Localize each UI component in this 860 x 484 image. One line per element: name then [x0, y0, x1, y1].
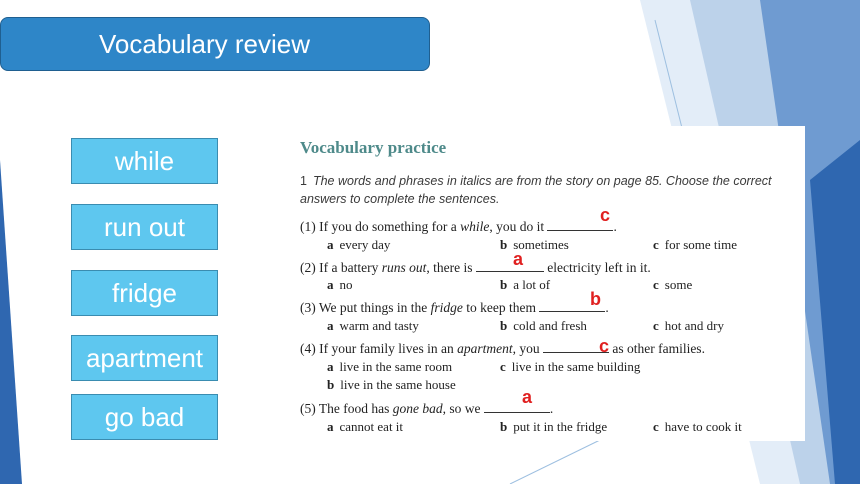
question-3-pre: (3) We put things in the — [300, 300, 431, 315]
question-3-end: . — [605, 300, 609, 315]
answer-3: b — [590, 289, 601, 309]
question-2-term: runs out — [381, 260, 427, 275]
question-5-post: , so we — [442, 401, 484, 416]
question-2-end: electricity left in it. — [543, 260, 651, 275]
answer-1: c — [600, 205, 611, 225]
question-5-option-b: b put it in the fridge — [500, 419, 608, 434]
question-1-end: . — [613, 219, 617, 234]
question-2-option-c: c some — [653, 277, 693, 292]
answer-4: c — [599, 336, 610, 356]
question-1-option-a: a every day — [327, 237, 391, 252]
question-4-post: , you — [512, 341, 543, 356]
question-3-option-a: a warm and tasty — [327, 318, 419, 333]
question-3-option-c: c hot and dry — [653, 318, 724, 333]
question-3-term: fridge — [430, 300, 463, 315]
question-5-blank — [484, 400, 550, 413]
vocab-word-apartment: apartment — [71, 335, 218, 381]
question-3-option-b: b cold and fresh — [500, 318, 587, 333]
practice-instruction — [300, 172, 780, 208]
question-2-option-a: a no — [327, 277, 353, 292]
practice-heading: Vocabulary practice — [300, 138, 447, 157]
question-5-option-a: a cannot eat it — [327, 419, 404, 434]
question-2-pre: (2) If a battery — [300, 260, 382, 275]
question-1 — [300, 218, 617, 235]
instruction-text: The words and phrases in italics are from the story on page 85. Choose the correct answers to complete the sentences. — [300, 174, 772, 206]
question-5-term: gone bad — [392, 401, 443, 416]
question-4-end: as other families. — [608, 341, 705, 356]
question-5-pre: (5) The food has — [300, 401, 393, 416]
question-5-option-c: c have to cook it — [653, 419, 742, 434]
question-4-term: apartment — [457, 341, 513, 356]
question-5 — [300, 400, 553, 417]
vocab-word-go-bad: go bad — [71, 394, 218, 440]
question-1-option-b: b sometimes — [500, 237, 569, 252]
vocab-word-while: while — [71, 138, 218, 184]
instruction-number: 1 — [300, 174, 307, 188]
question-2 — [300, 259, 651, 276]
question-4-pre: (4) If your family lives in an — [300, 341, 458, 356]
answer-2: a — [513, 249, 524, 269]
question-5-end: . — [549, 401, 554, 416]
question-1-post: , you do it — [489, 219, 548, 234]
vocab-word-fridge: fridge — [71, 270, 218, 316]
page-title: Vocabulary review — [0, 17, 430, 71]
question-1-pre: (1) If you do something for a — [300, 219, 461, 234]
question-4 — [300, 340, 705, 357]
vocab-word-run-out: run out — [71, 204, 218, 250]
question-4-option-c: c live in the same building — [500, 359, 641, 374]
question-1-option-c: c for some time — [653, 237, 737, 252]
answer-5: a — [522, 387, 533, 407]
bg-line-2 — [510, 440, 600, 484]
question-4-option-b: b live in the same house — [327, 377, 456, 392]
question-3-post: to keep them — [462, 300, 540, 315]
question-2-option-b: b a lot of — [500, 277, 551, 292]
question-1-term: while — [460, 219, 490, 234]
question-3 — [300, 299, 609, 316]
question-2-blank — [476, 259, 544, 272]
question-4-option-a: a live in the same room — [327, 359, 453, 374]
question-2-post: , there is — [426, 260, 476, 275]
vocabulary-practice-panel — [272, 126, 805, 441]
left-bg-shape — [0, 160, 22, 484]
